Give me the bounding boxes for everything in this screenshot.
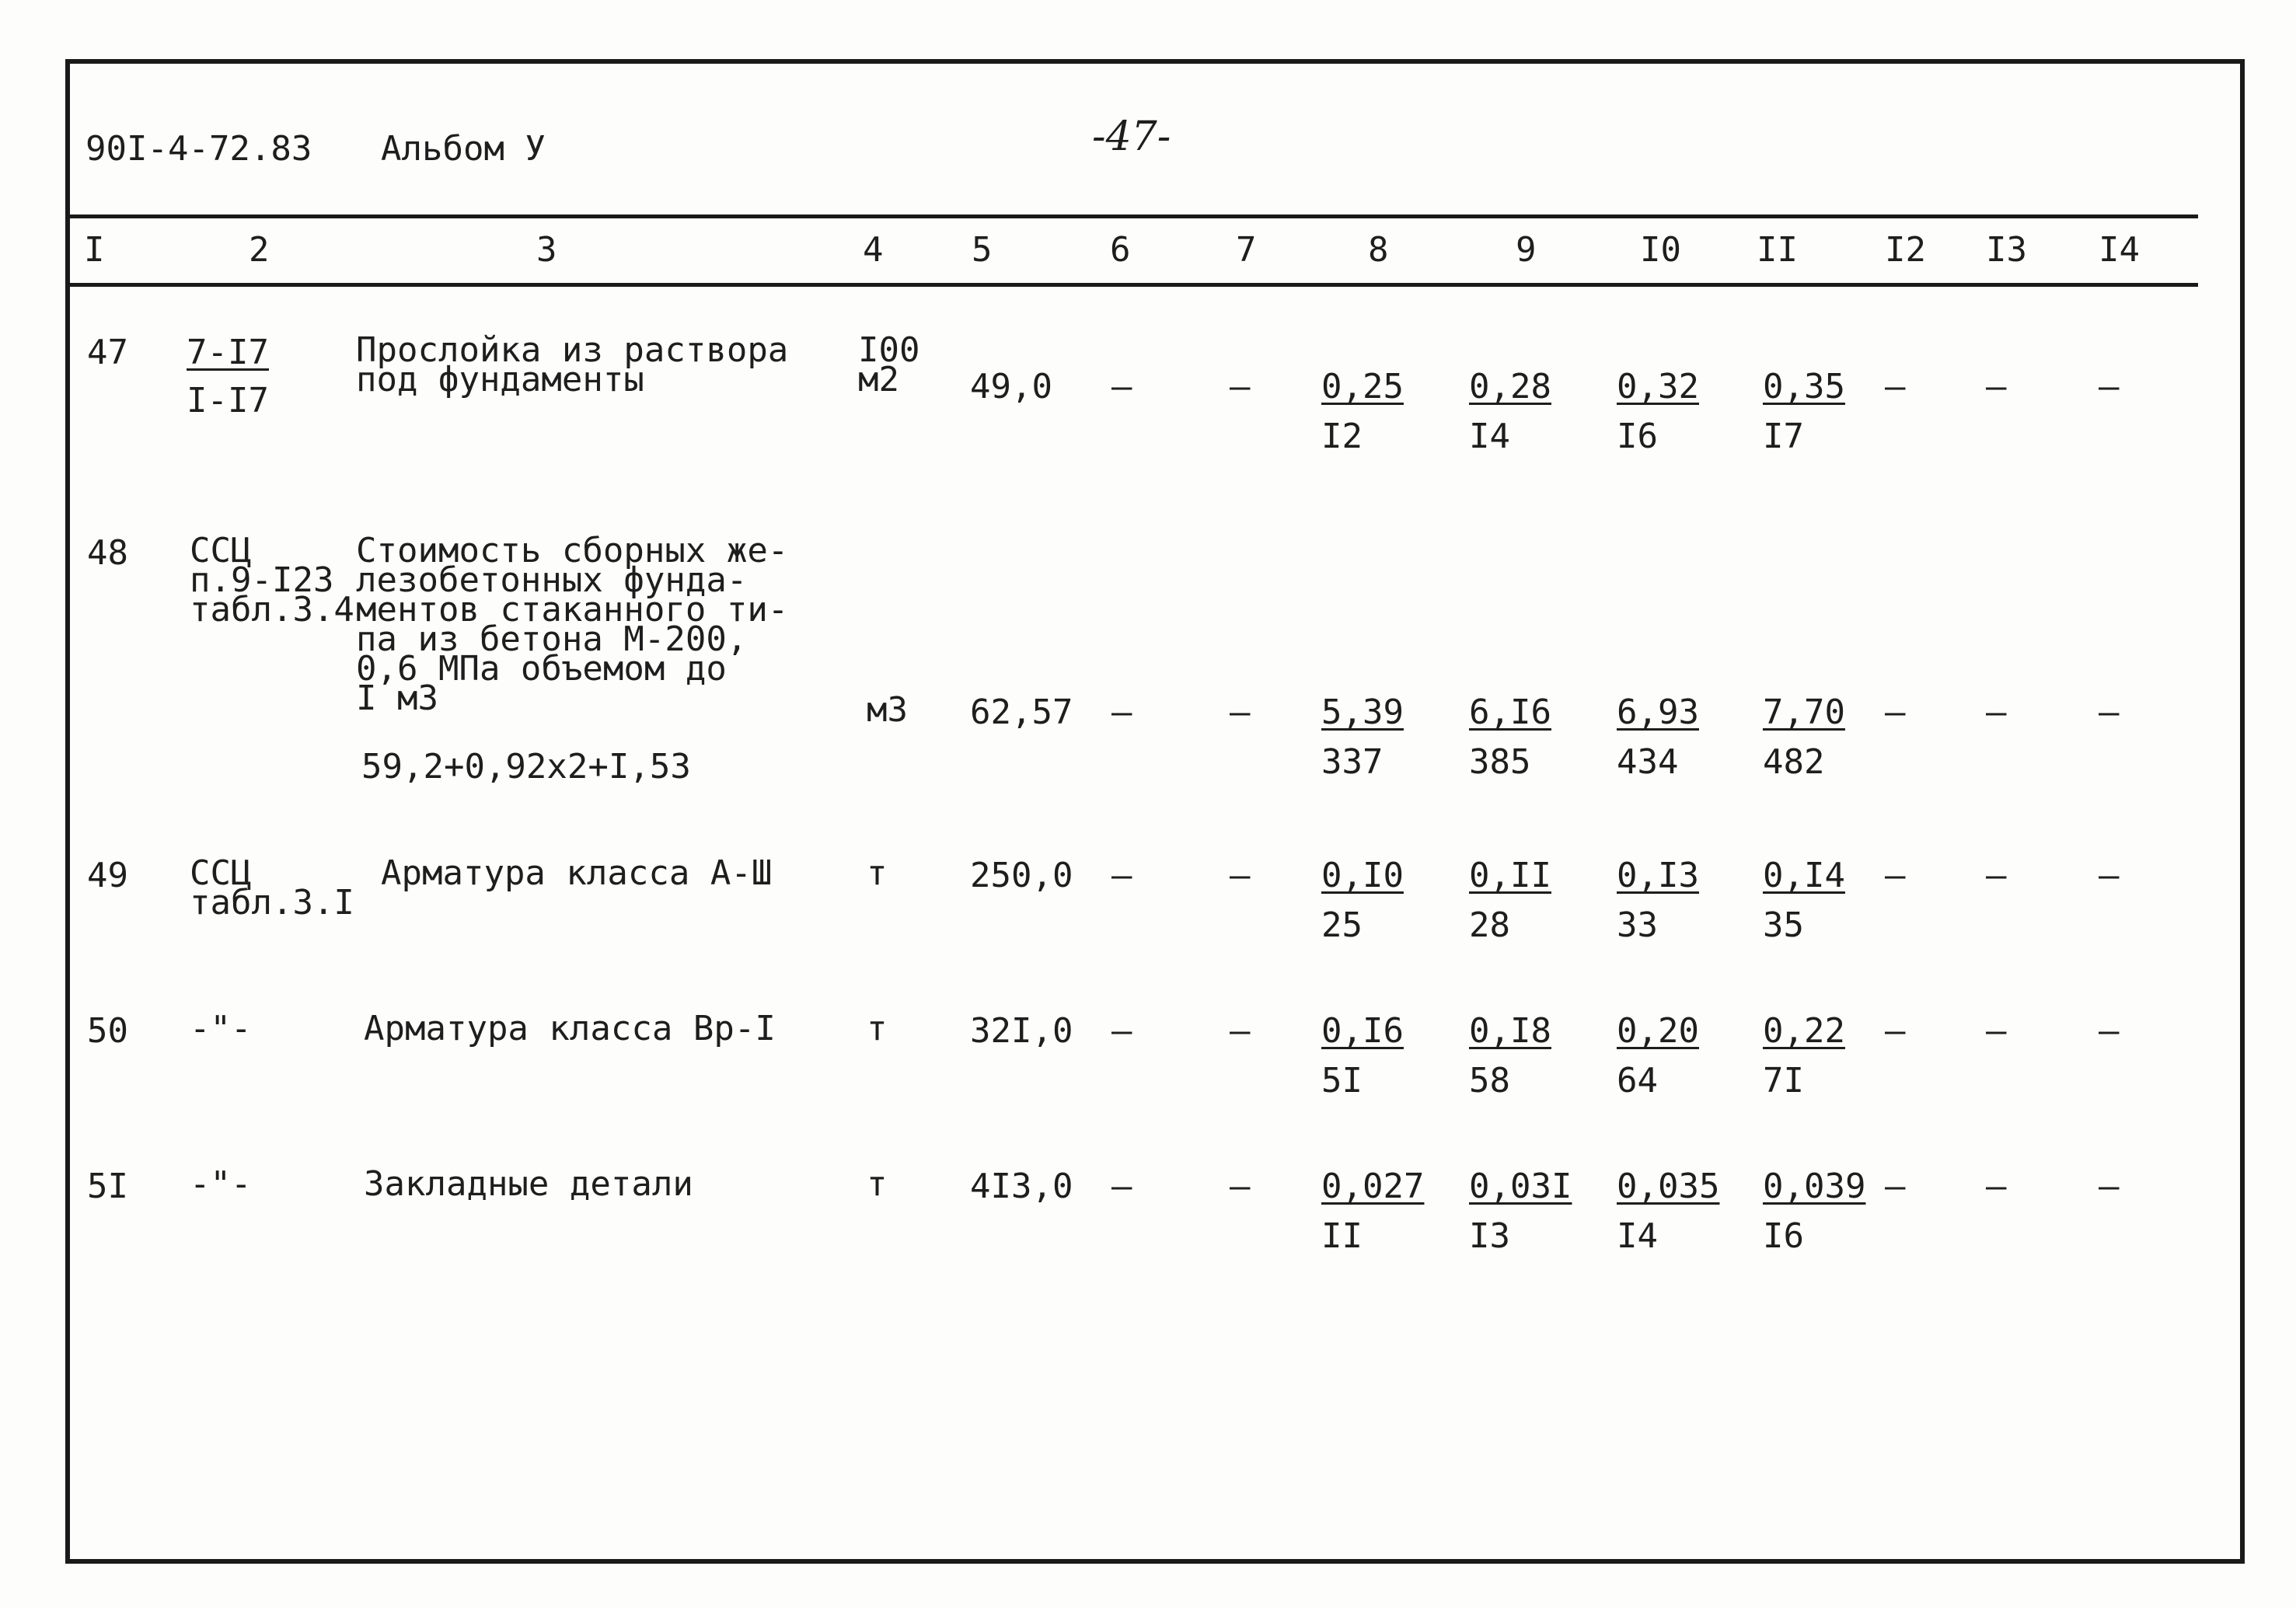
row-total-9: I4 [1469,417,1510,456]
column-number-4: 4 [863,230,884,270]
row-total-10: 33 [1617,905,1658,945]
row-col12: – [1885,692,1906,732]
row-unit-price: 49,0 [970,367,1052,406]
column-number-12: I2 [1885,230,1926,270]
column-number-7: 7 [1236,230,1257,270]
row-value-10: 0,I3 [1617,856,1699,895]
row-col6: – [1111,856,1132,895]
row-total-11: 7I [1763,1061,1804,1100]
row-number: 47 [87,333,128,372]
row-total-10: 64 [1617,1061,1658,1100]
row-unit: т [867,1009,888,1048]
row-description: Арматура класса А-Ш [381,853,773,893]
row-col14: – [2099,1011,2120,1051]
row-value-8: 0,I6 [1321,1011,1404,1051]
page-number: -47- [1092,113,1171,160]
row-description: Арматура класса Вр-I [364,1009,776,1048]
row-value-9: 0,I8 [1469,1011,1551,1051]
row-value-9: 0,03I [1469,1167,1572,1206]
column-number-13: I3 [1986,230,2027,270]
row-unit-price: 4I3,0 [970,1167,1073,1206]
row-total-11: I7 [1763,417,1804,456]
row-unit: т [867,853,888,893]
header-rule-top [65,215,2198,218]
row-reference-bottom: I-I7 [187,381,269,420]
row-value-8: 5,39 [1321,692,1404,732]
row-reference-top: 7-I7 [187,333,269,372]
row-col14: – [2099,367,2120,406]
row-reference: ССЦ табл.3.I [190,853,354,923]
row-value-11: 7,70 [1763,692,1845,732]
row-unit-price: 250,0 [970,856,1073,895]
row-reference: ССЦ п.9-I23 табл.3.4 [190,531,354,630]
column-number-11: II [1757,230,1798,270]
row-col7: – [1230,856,1251,895]
row-value-8: 0,027 [1321,1167,1425,1206]
row-value-8: 0,25 [1321,367,1404,406]
row-value-8: 0,I0 [1321,856,1404,895]
row-col6: – [1111,367,1132,406]
row-col7: – [1230,1011,1251,1051]
row-reference: -"- [190,1009,252,1048]
row-total-10: 434 [1617,742,1679,782]
row-value-11: 0,22 [1763,1011,1845,1051]
column-number-1: I [84,230,105,270]
row-value-10: 0,20 [1617,1011,1699,1051]
column-number-14: I4 [2099,230,2140,270]
row-col13: – [1986,692,2007,732]
row-total-8: 337 [1321,742,1384,782]
row-value-10: 0,32 [1617,367,1699,406]
row-total-9: I3 [1469,1216,1510,1256]
row-col13: – [1986,367,2007,406]
row-col7: – [1230,1167,1251,1206]
row-value-11: 0,35 [1763,367,1845,406]
row-value-11: 0,039 [1763,1167,1866,1206]
column-number-3: 3 [536,230,557,270]
row-formula: 59,2+0,92x2+I,53 [361,747,691,787]
row-col7: – [1230,692,1251,732]
row-number: 48 [87,533,128,573]
row-description: Закладные детали [364,1164,693,1204]
column-number-2: 2 [249,230,270,270]
album-label: Альбом У [381,129,546,169]
row-unit: м3 [867,690,908,730]
column-number-5: 5 [972,230,993,270]
column-number-8: 8 [1368,230,1389,270]
row-col6: – [1111,692,1132,732]
row-unit-price: 32I,0 [970,1011,1073,1051]
row-col13: – [1986,856,2007,895]
row-reference: -"- [190,1164,252,1204]
row-unit: т [867,1164,888,1204]
row-total-8: II [1321,1216,1363,1256]
header-rule-bottom [65,283,2198,287]
row-total-10: I4 [1617,1216,1658,1256]
row-value-9: 0,28 [1469,367,1551,406]
row-number: 50 [87,1011,128,1051]
row-col12: – [1885,1167,1906,1206]
column-number-6: 6 [1110,230,1131,270]
row-value-10: 6,93 [1617,692,1699,732]
row-description: Прослойка из раствора под фундаменты [356,330,789,399]
row-total-10: I6 [1617,417,1658,456]
document-code: 90I-4-72.83 [85,129,312,169]
row-col7: – [1230,367,1251,406]
row-total-11: 35 [1763,905,1804,945]
row-total-9: 28 [1469,905,1510,945]
row-total-9: 58 [1469,1061,1510,1100]
row-value-9: 6,I6 [1469,692,1551,732]
row-value-10: 0,035 [1617,1167,1720,1206]
row-col13: – [1986,1167,2007,1206]
column-number-9: 9 [1516,230,1537,270]
row-col12: – [1885,367,1906,406]
row-col6: – [1111,1167,1132,1206]
row-description: Стоимость сборных же- лезобетонных фунда- ментов стаканного ти- па из бетона М-200, 0,6 МПа объемом до I м3 [356,531,789,718]
row-col6: – [1111,1011,1132,1051]
row-col13: – [1986,1011,2007,1051]
row-total-11: I6 [1763,1216,1804,1256]
row-col12: – [1885,1011,1906,1051]
row-col12: – [1885,856,1906,895]
row-total-8: I2 [1321,417,1363,456]
row-number: 49 [87,856,128,895]
row-col14: – [2099,692,2120,732]
row-number: 5I [87,1167,128,1206]
row-total-11: 482 [1763,742,1825,782]
row-unit-price: 62,57 [970,692,1073,732]
column-number-10: I0 [1640,230,1681,270]
row-unit: I00 м2 [858,330,920,399]
row-total-8: 5I [1321,1061,1363,1100]
row-col14: – [2099,1167,2120,1206]
row-value-9: 0,II [1469,856,1551,895]
row-col14: – [2099,856,2120,895]
row-total-8: 25 [1321,905,1363,945]
row-total-9: 385 [1469,742,1531,782]
row-value-11: 0,I4 [1763,856,1845,895]
